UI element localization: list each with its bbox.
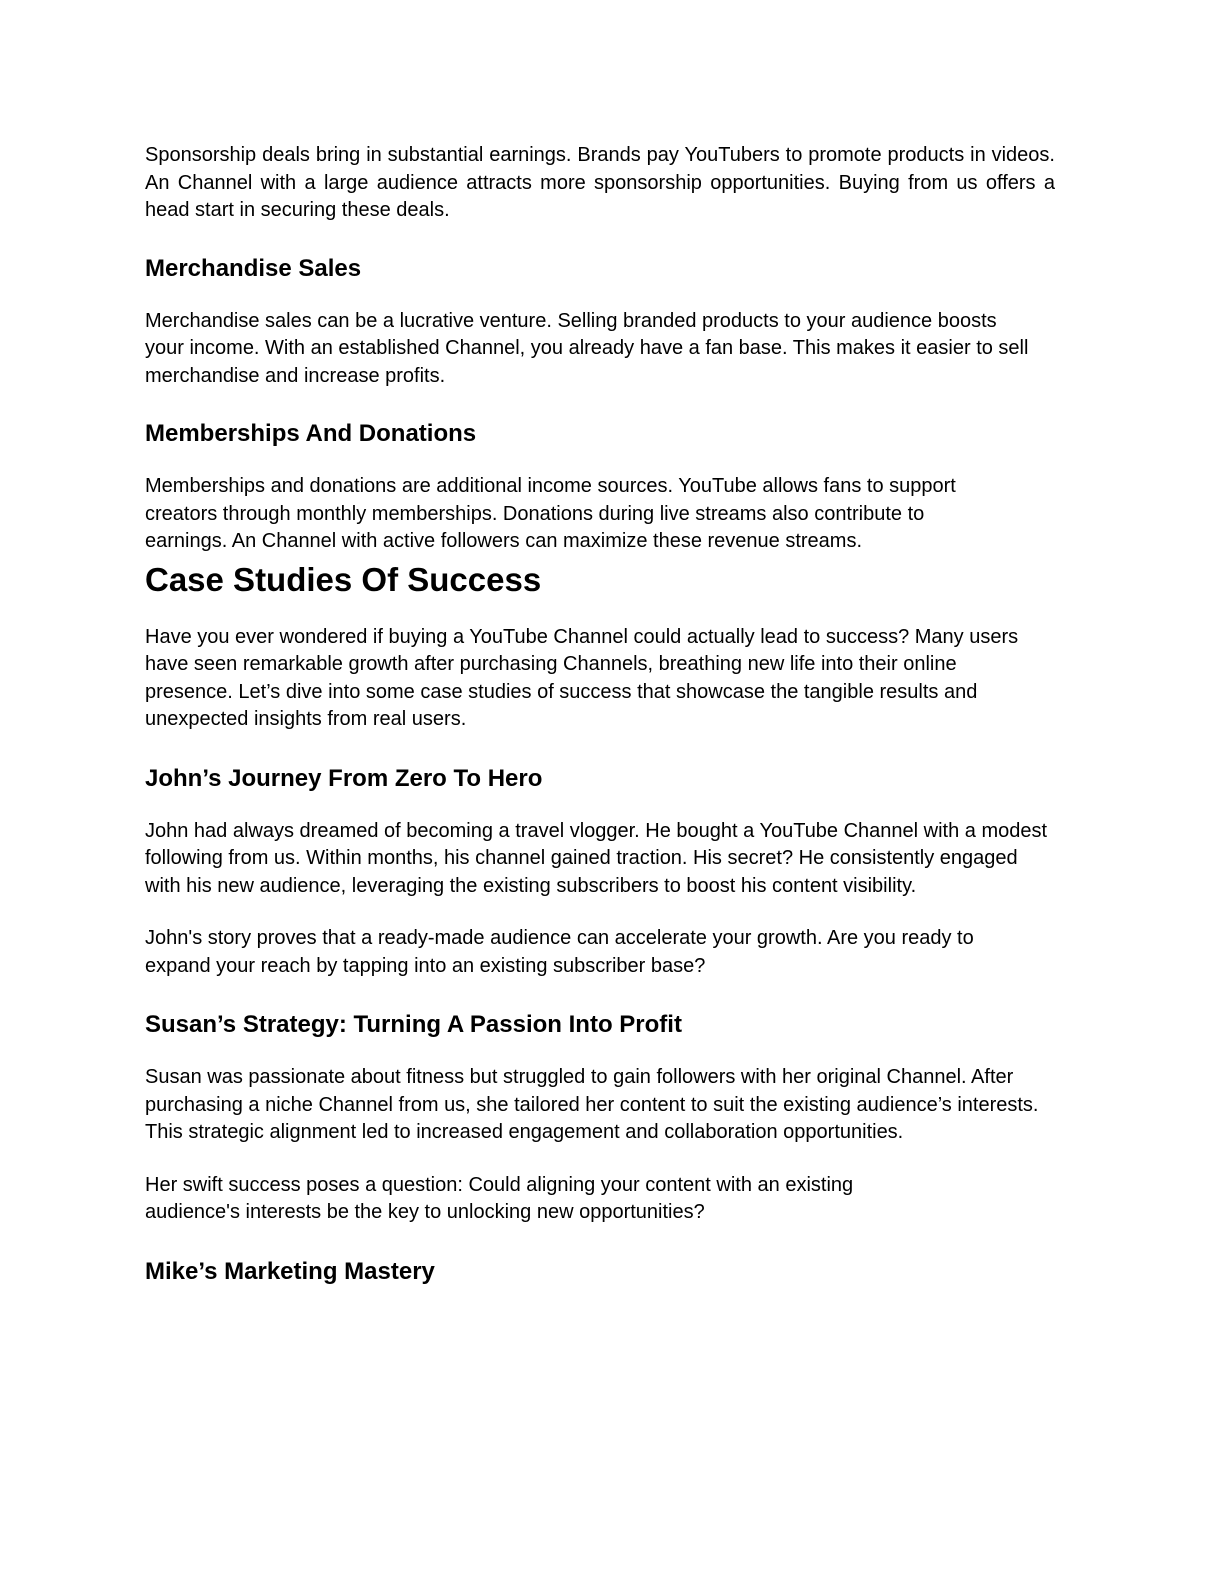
john-journey-heading: John’s Journey From Zero To Hero <box>145 764 543 792</box>
memberships-donations-heading: Memberships And Donations <box>145 420 477 447</box>
memberships-donations-paragraph: Memberships and donations are additional income sources. YouTube allows fans to support creators through monthly memberships. Donations during live streams also contribute to earnings. An Channel with active followers can maximize these revenue streams. <box>145 475 956 552</box>
case-studies-heading: Case Studies Of Success <box>145 560 542 598</box>
document-page <box>145 142 1055 1287</box>
case-studies-paragraph: Have you ever wondered if buying a YouTube Channel could actually lead to success? Many users have seen remarkable growth after purchasing Channels, breathing new life into their online presence. Let’s dive into some case studies of success that showcase the tangible results and unexpected insights from real users. <box>145 625 1019 730</box>
susan-strategy-heading: Susan’s Strategy: Turning A Passion Into Profit <box>145 1011 682 1038</box>
susan-paragraph-2: Her swift success poses a question: Could aligning your content with an existing audience's interests be the key to unlocking new opportunities? <box>145 1173 854 1223</box>
john-paragraph-1: John had always dreamed of becoming a travel vlogger. He bought a YouTube Channel with a modest following from us. Within months, his channel gained traction. His secret? He consistently engaged with his new audience, leveraging the existing subscribers to boost his content visibility. <box>145 819 1048 897</box>
mike-marketing-heading: Mike’s Marketing Mastery <box>145 1257 435 1285</box>
susan-paragraph-1: Susan was passionate about fitness but struggled to gain followers with her original Channel. After purchasing a niche Channel from us, she tailored her content to suit the existing audience’s interests. This strategic alignment led to increased engagement and collaboration opportunities. <box>145 1066 1039 1143</box>
merchandise-sales-heading: Merchandise Sales <box>145 254 362 282</box>
sponsorship-paragraph: Sponsorship deals bring in substantial earnings. Brands pay YouTubers to promote products in videos. An Channel with a large audience attracts more sponsorship opportunities. Buying from us offers a head start in securing these deals. <box>145 144 1055 221</box>
john-paragraph-2: John's story proves that a ready-made audience can accelerate your growth. Are you ready to expand your reach by tapping into an existing subscriber base? <box>145 927 974 977</box>
merchandise-sales-paragraph: Merchandise sales can be a lucrative venture. Selling branded products to your audience boosts your income. With an established Channel, you already have a fan base. This makes it easier to sell merchandise and increase profits. <box>145 309 1029 387</box>
